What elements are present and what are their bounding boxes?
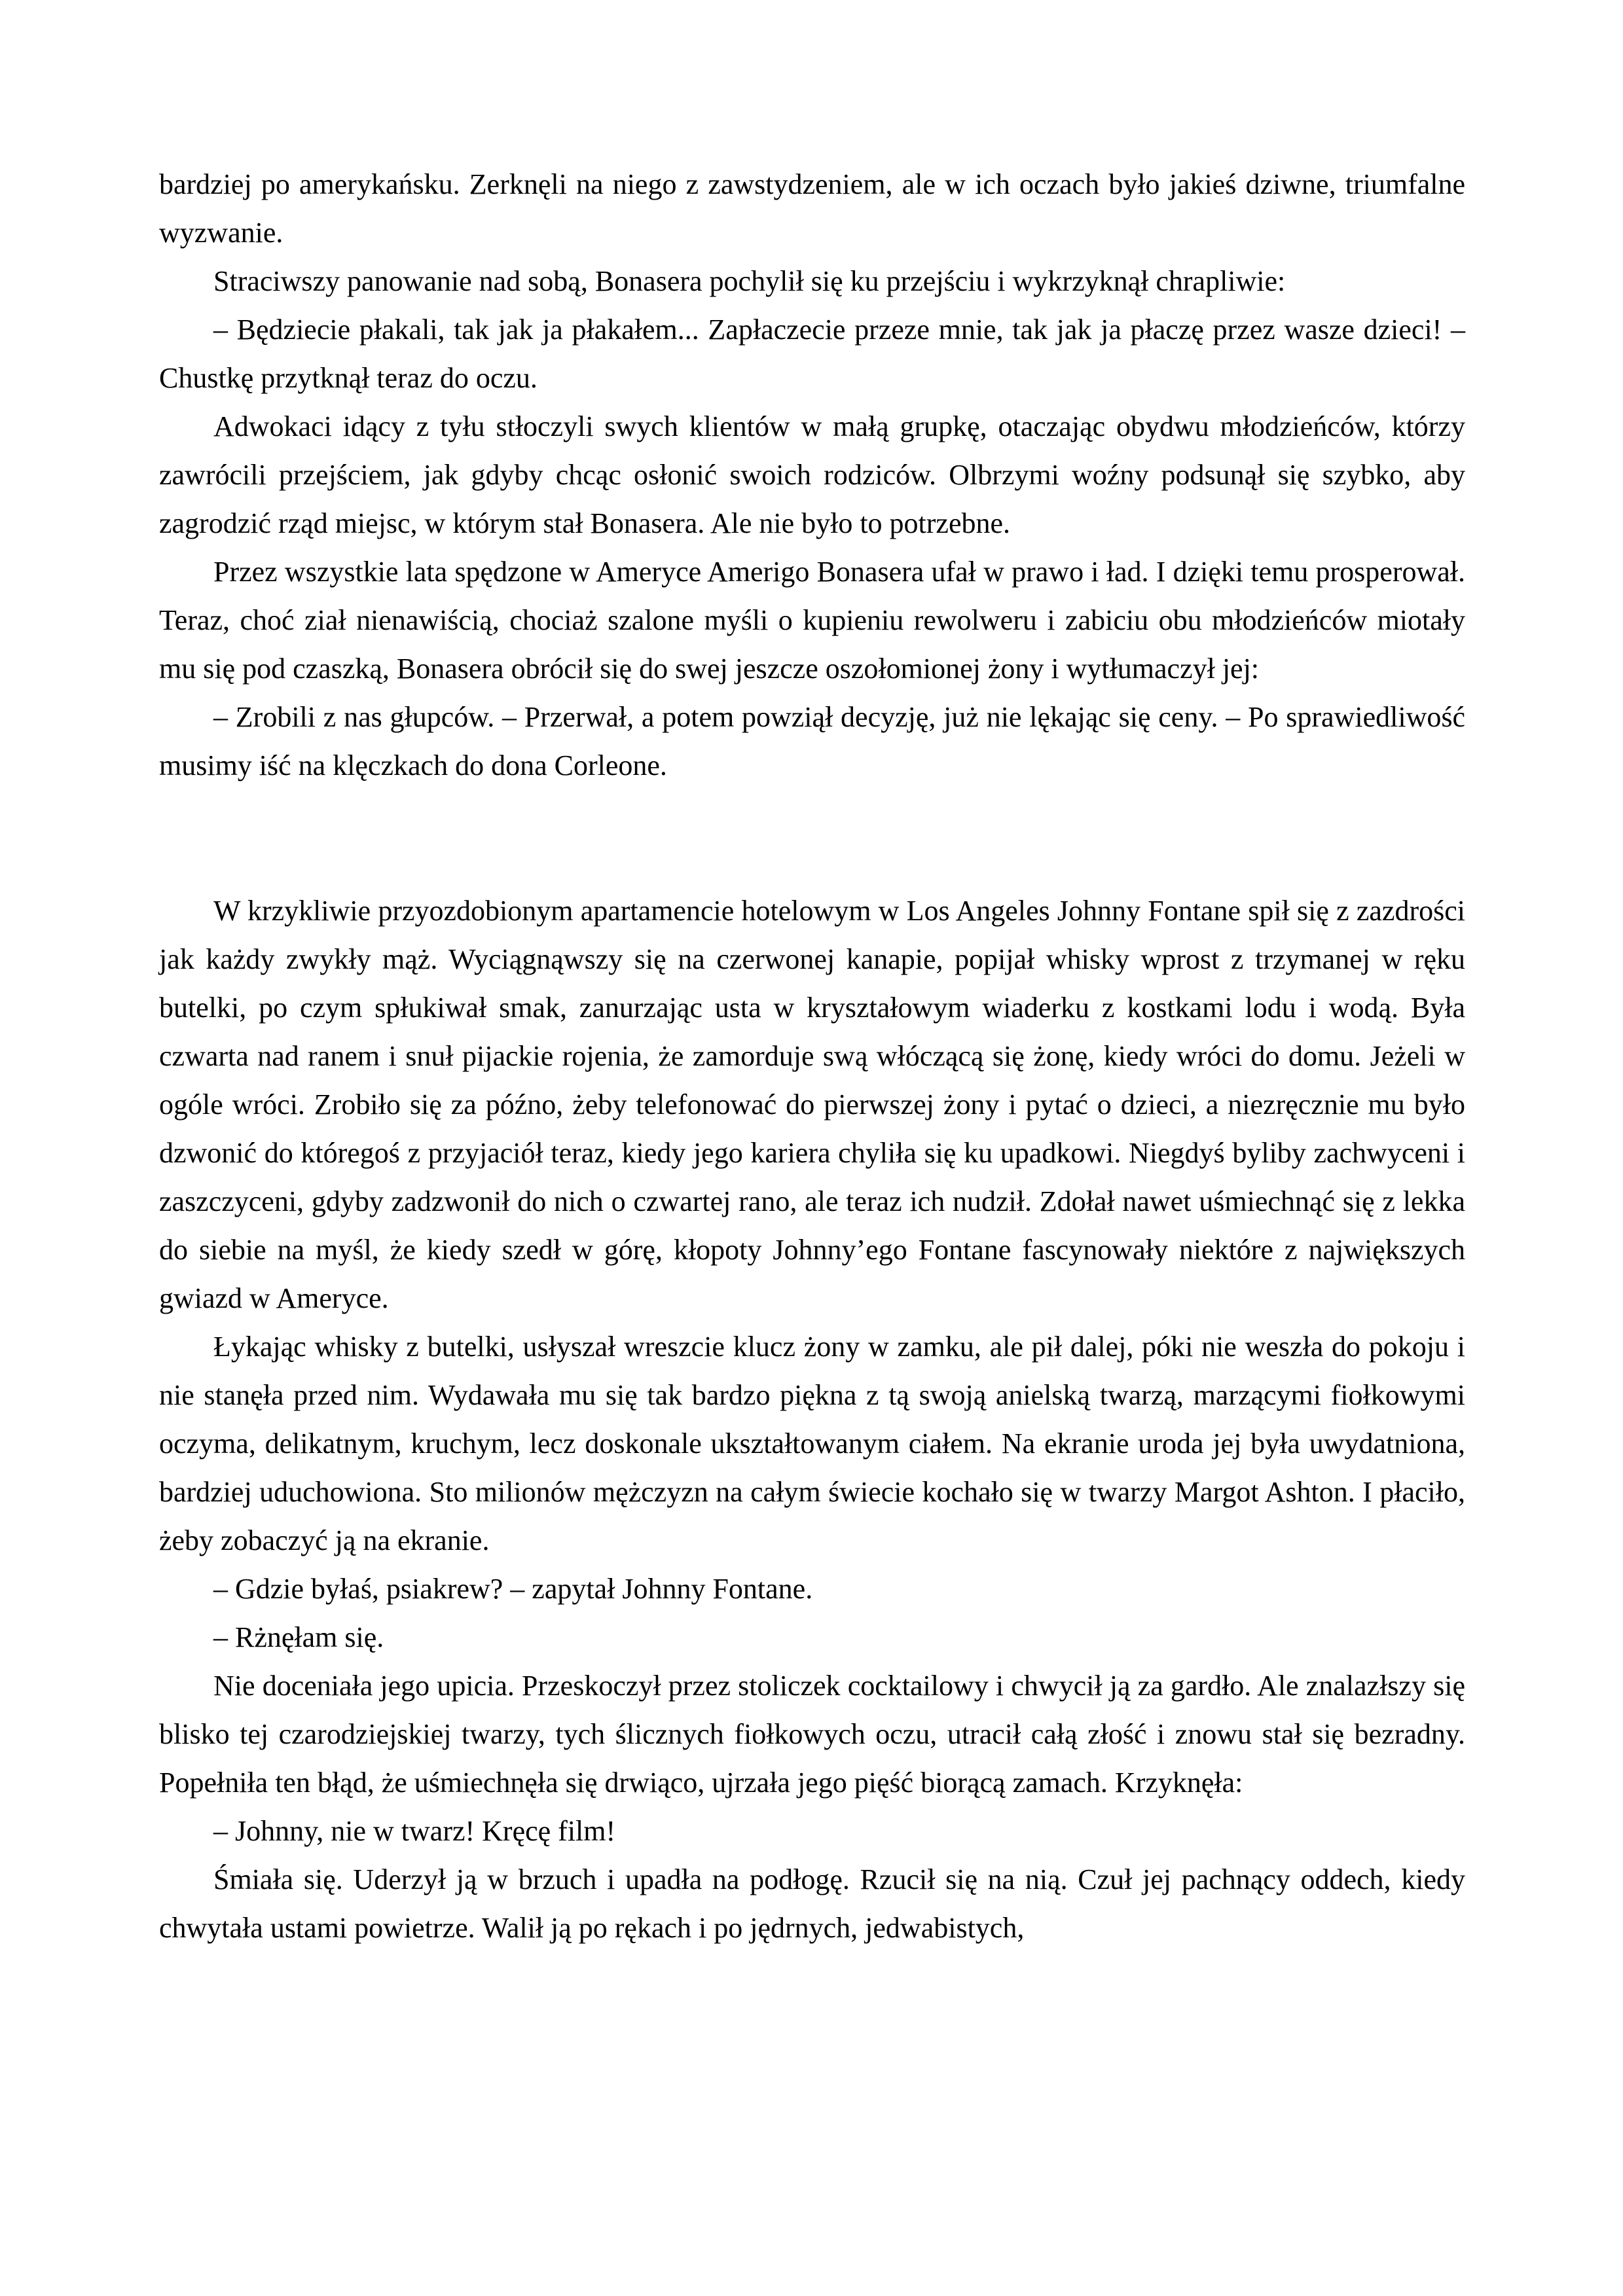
paragraph-12: – Johnny, nie w twarz! Kręcę film!	[213, 1815, 616, 1847]
paragraph-7: W krzykliwie przyozdobionym apartamencie hotelowym w Los Angeles Johnny Fontane spił się z zazdrości jak każdy zwykły mąż. Wyciągnąwszy się na czerwonej kanapie, popijał whisky wprost z trzymanej w ręku butelki, po czym spłukiwał smak, zanurzając usta w kryształowym wiaderku z kostkami lodu i wodą. Była czwarta nad ranem i snuł pijackie rojenia, że zamorduje swą włóczącą się żonę, kiedy wróci do domu. Jeżeli w ogóle wróci. Zrobiło się za późno, żeby telefonować do pierwszej żony i pytać o dzieci, a niezręcznie mu było dzwonić do któregoś z przyjaciół teraz, kiedy jego kariera chyliła się ku upadkowi. Niegdyś byliby zachwyceni i zaszczyceni, gdyby zadzwonił do nich o czwartej rano, ale teraz ich nudził. Zdołał nawet uśmiechnąć się z lekka do siebie na myśl, że kiedy szedł w górę, kłopoty Johnny’ego Fontane fascynowały niektóre z największych gwiazd w Ameryce.	[159, 895, 1465, 1314]
paragraph-8: Łykając whisky z butelki, usłyszał wreszcie klucz żony w zamku, ale pił dalej, póki nie weszła do pokoju i nie stanęła przed nim. Wydawała mu się tak bardzo piękna z tą swoją anielską twarzą, marzącymi fiołkowymi oczyma, delikatnym, kruchym, lecz doskonale ukształtowanym ciałem. Na ekranie uroda jej była uwydatniona, bardziej uduchowiona. Sto milionów mężczyzn na całym świecie kochało się w twarzy Margot Ashton. I płaciło, żeby zobaczyć ją na ekranie.	[159, 1331, 1465, 1556]
paragraph-2: Straciwszy panowanie nad sobą, Bonasera pochylił się ku przejściu i wykrzyknął chrapliwie:	[213, 265, 1286, 297]
paragraph-3: – Będziecie płakali, tak jak ja płakałem... Zapłaczecie przeze mnie, tak jak ja płaczę przez wasze dzieci! – Chustkę przytknął teraz do oczu.	[159, 314, 1465, 394]
paragraph-4: Adwokaci idący z tyłu stłoczyli swych klientów w małą grupkę, otaczając obydwu młodzieńców, którzy zawrócili przejściem, jak gdyby chcąc osłonić swoich rodziców. Olbrzymi woźny podsunął się szybko, aby zagrodzić rząd miejsc, w którym stał Bonasera. Ale nie było to potrzebne.	[159, 410, 1465, 539]
paragraph-9: – Gdzie byłaś, psiakrew? – zapytał Johnny Fontane.	[213, 1573, 813, 1605]
paragraph-13: Śmiała się. Uderzył ją w brzuch i upadła na podłogę. Rzucił się na nią. Czuł jej pachnący oddech, kiedy chwytała ustami powietrze. Walił ją po rękach i po jędrnych, jedwabistych,	[159, 1863, 1465, 1944]
document-body	[159, 160, 1465, 1952]
paragraph-10: – Rżnęłam się.	[213, 1621, 384, 1653]
paragraph-5: Przez wszystkie lata spędzone w Ameryce Amerigo Bonasera ufał w prawo i ład. I dzięki temu prosperował. Teraz, choć ział nienawiścią, chociaż szalone myśli o kupieniu rewolweru i zabiciu obu młodzieńców miotały mu się pod czaszką, Bonasera obrócił się do swej jeszcze oszołomionej żony i wytłumaczył jej:	[159, 556, 1465, 685]
paragraph-6: – Zrobili z nas głupców. – Przerwał, a potem powziął decyzję, już nie lękając się ceny. – Po sprawiedliwość musimy iść na klęczkach do dona Corleone.	[159, 701, 1465, 781]
paragraph-1: bardziej po amerykańsku. Zerknęli na niego z zawstydzeniem, ale w ich oczach było jakieś dziwne, triumfalne wyzwanie.	[159, 168, 1465, 249]
paragraph-11: Nie doceniała jego upicia. Przeskoczył przez stoliczek cocktailowy i chwycił ją za gardło. Ale znalazłszy się blisko tej czarodziejskiej twarzy, tych ślicznych fiołkowych oczu, utracił całą złość i znowu stał się bezradny. Popełniła ten błąd, że uśmiechnęła się drwiąco, ujrzała jego pięść biorącą zamach. Krzyknęła:	[159, 1670, 1465, 1799]
section-break	[159, 790, 1465, 887]
